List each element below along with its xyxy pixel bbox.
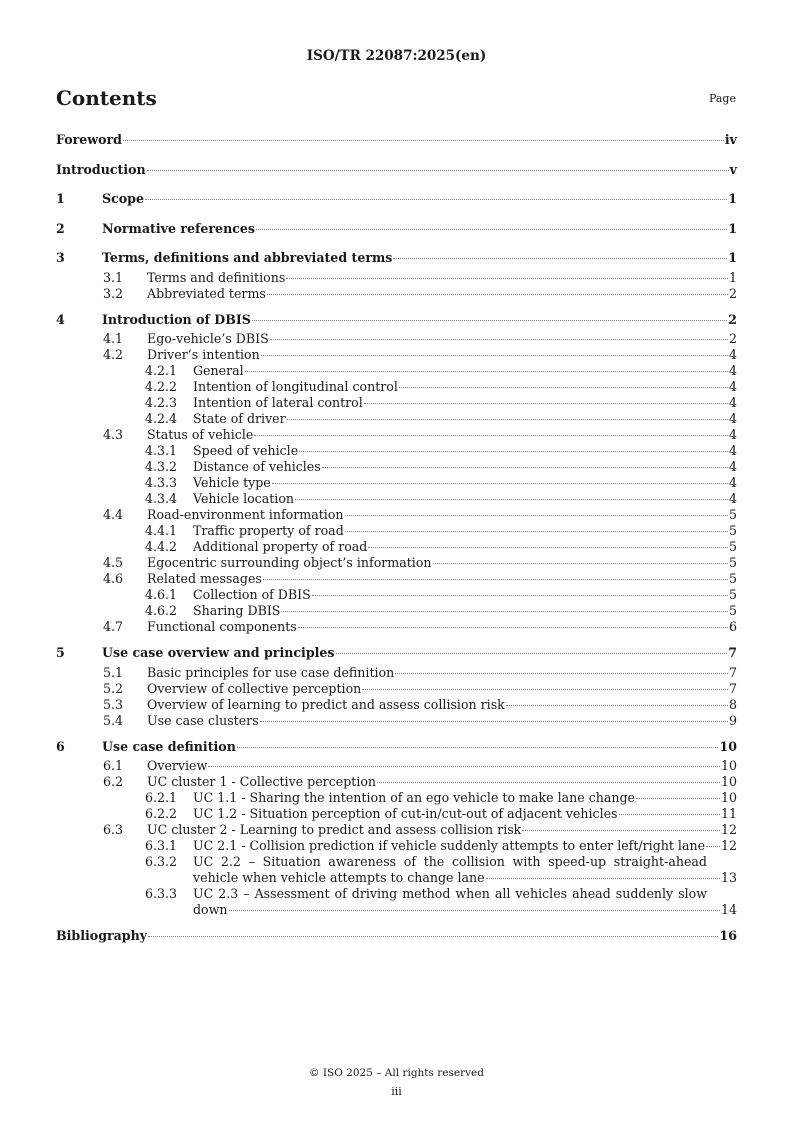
- toc-entry-number: 5.4: [103, 712, 124, 728]
- toc-entry[interactable]: [56, 246, 737, 270]
- dot-leader: [229, 910, 720, 911]
- toc-entry-title: Terms and definitions: [147, 269, 286, 285]
- dot-leader: [260, 721, 728, 722]
- toc-entry-page: 9: [728, 712, 737, 728]
- toc-entry[interactable]: [56, 697, 737, 713]
- dot-leader: [281, 611, 728, 612]
- toc-entry-title: Normative references: [102, 220, 256, 236]
- toc-entry-title: Distance of vehicles: [193, 459, 321, 474]
- dot-leader: [299, 451, 728, 452]
- toc-entry-page: 16: [719, 928, 737, 943]
- toc-entry-number: 4.4.2: [145, 539, 178, 554]
- dot-leader: [208, 766, 720, 767]
- dot-leader: [506, 705, 728, 706]
- toc-entry-number: 4.3: [103, 427, 124, 442]
- toc-entry[interactable]: [56, 507, 737, 523]
- toc-entry[interactable]: [56, 571, 737, 587]
- toc-entry-title-cont: down: [193, 902, 228, 917]
- dot-leader: [486, 878, 720, 879]
- toc-entry-page: 8: [728, 696, 737, 712]
- toc-entry[interactable]: [56, 347, 737, 363]
- toc-entry-number: 4.2: [103, 347, 124, 362]
- toc-entry-title: Terms, definitions and abbreviated terms: [102, 250, 393, 265]
- document-id-header: ISO/TR 22087:2025(en): [306, 48, 487, 64]
- toc-entry-number: 4.3.1: [145, 443, 178, 458]
- dot-leader: [619, 814, 720, 815]
- toc-entry-title: Intention of lateral control: [193, 395, 363, 410]
- dot-leader: [272, 483, 728, 484]
- toc-entry[interactable]: [56, 822, 737, 838]
- dot-leader: [287, 419, 728, 420]
- toc-entry-number: 4.6: [103, 571, 124, 586]
- toc-entry[interactable]: [56, 523, 737, 539]
- toc-entry-number: 4.3.2: [145, 459, 178, 474]
- toc-entry-title: UC 2.2 – Situation awareness of the collision with speed-up straight-ahead: [193, 854, 707, 869]
- toc-entry[interactable]: [56, 603, 737, 619]
- toc-entry-title: Foreword: [56, 132, 122, 147]
- toc-entry[interactable]: [56, 395, 737, 411]
- dot-leader: [298, 627, 728, 628]
- toc-entry-number: 4.2.4: [145, 411, 178, 426]
- toc-entry-number: 4.2.3: [145, 395, 178, 410]
- toc-entry-page: 5: [728, 539, 737, 554]
- toc-entry-title-cont: vehicle when vehicle attempts to change lane: [193, 870, 485, 885]
- toc-entry-continuation[interactable]: [56, 902, 737, 918]
- dot-leader: [286, 278, 728, 279]
- dot-leader: [377, 782, 720, 783]
- toc-entry-page: 2: [728, 311, 737, 327]
- toc-entry[interactable]: [56, 128, 737, 152]
- toc-entry-title: General: [193, 363, 244, 378]
- toc-entry-title: Road-environment information: [147, 507, 344, 522]
- dot-leader: [345, 515, 728, 516]
- toc-entry-title: Overview: [147, 758, 208, 773]
- page-number: iii: [391, 1085, 402, 1098]
- toc-entry-number: 4.3.4: [145, 491, 178, 506]
- toc-entry[interactable]: [56, 924, 737, 948]
- toc-entry-number: 1: [56, 191, 65, 206]
- toc-entry-page: 10: [719, 738, 737, 754]
- toc-entry-number: 4.7: [103, 619, 124, 634]
- toc-entry-page: 1: [728, 191, 737, 206]
- dot-leader: [263, 579, 728, 580]
- toc-entry-page: 4: [728, 427, 737, 442]
- dot-leader: [147, 170, 729, 171]
- toc-entry-page: 5: [728, 603, 737, 618]
- dot-leader: [345, 531, 728, 532]
- toc-entry-title: UC 2.3 – Assessment of driving method when all vehicles ahead suddenly slow: [193, 886, 707, 901]
- toc-entry[interactable]: [56, 774, 737, 790]
- toc-entry-page: 4: [728, 491, 737, 506]
- toc-entry-title: Egocentric surrounding object’s information: [147, 555, 432, 570]
- toc-entry-title: Speed of vehicle: [193, 443, 299, 458]
- toc-entry-title: Intention of longitudinal control: [193, 379, 398, 394]
- toc-entry[interactable]: [56, 735, 737, 759]
- dot-leader: [399, 387, 728, 388]
- toc-entry-page: 2: [728, 331, 737, 346]
- toc-entry[interactable]: [56, 886, 737, 902]
- toc-entry-page: 10: [720, 790, 737, 805]
- dot-leader: [312, 595, 728, 596]
- toc-entry[interactable]: [56, 790, 737, 806]
- dot-leader: [254, 435, 728, 436]
- toc-entry-page: 1: [728, 250, 737, 265]
- toc-entry-title: Driver’s intention: [147, 347, 260, 362]
- toc-entry[interactable]: [56, 555, 737, 571]
- toc-entry-page: 4: [728, 379, 737, 394]
- toc-entry-page: 6: [728, 619, 737, 634]
- toc-entry-continuation[interactable]: [56, 870, 737, 886]
- toc-entry-title: Vehicle type: [193, 475, 271, 490]
- toc-entry-title: Use case overview and principles: [102, 645, 335, 660]
- toc-entry[interactable]: [56, 475, 737, 491]
- dot-leader: [123, 140, 724, 141]
- toc-entry-page: 4: [728, 347, 737, 362]
- toc-entry-number: 2: [56, 220, 65, 236]
- toc-entry-title: Introduction: [56, 161, 146, 177]
- toc-entry-number: 6.3.1: [145, 838, 178, 853]
- toc-entry-page: 5: [728, 507, 737, 522]
- toc-entry-number: 3: [56, 250, 65, 265]
- dot-leader: [295, 499, 728, 500]
- toc-entry[interactable]: [56, 158, 737, 182]
- toc-entry-page: 12: [720, 822, 737, 837]
- dot-leader: [336, 653, 728, 654]
- toc-entry-title: Related messages: [147, 571, 262, 586]
- dot-leader: [433, 563, 728, 564]
- page-column-label: Page: [708, 92, 736, 105]
- toc-entry-number: 4: [56, 311, 65, 327]
- toc-entry-number: 5.2: [103, 680, 124, 696]
- toc-entry-title: Vehicle location: [193, 491, 295, 506]
- dot-leader: [393, 258, 727, 259]
- toc-entry[interactable]: [56, 758, 737, 774]
- toc-entry-number: 6.3: [103, 822, 124, 837]
- dot-leader: [261, 355, 728, 356]
- toc-entry-number: 6.1: [103, 758, 124, 773]
- dot-leader: [706, 846, 720, 847]
- toc-entry-number: 6: [56, 738, 65, 754]
- toc-entry[interactable]: [56, 270, 737, 286]
- toc-entry-number: 4.6.1: [145, 587, 178, 602]
- toc-entry-page: 4: [728, 363, 737, 378]
- toc-entry-number: 6.2.2: [145, 806, 178, 821]
- toc-entry-number: 3.2: [103, 285, 124, 301]
- toc-entry-title: Ego-vehicle’s DBIS: [147, 331, 269, 346]
- toc-entry[interactable]: [56, 681, 737, 697]
- toc-entry[interactable]: [56, 443, 737, 459]
- toc-entry-title: Collection of DBIS: [193, 587, 311, 602]
- toc-entry-page: 4: [728, 459, 737, 474]
- toc-entry-page: 7: [728, 645, 737, 660]
- toc-entry-page: v: [729, 161, 737, 177]
- toc-entry-number: 5.3: [103, 696, 124, 712]
- toc-entry-number: 6.3.3: [145, 886, 178, 901]
- toc-entry[interactable]: [56, 331, 737, 347]
- toc-entry-number: 4.2.1: [145, 363, 178, 378]
- toc-entry-page: 13: [720, 870, 737, 885]
- dot-leader: [362, 689, 728, 690]
- toc-entry-number: 6.2.1: [145, 790, 178, 805]
- toc-entry[interactable]: [56, 619, 737, 635]
- toc-entry-title: Abbreviated terms: [147, 285, 266, 301]
- toc-entry[interactable]: [56, 838, 737, 854]
- dot-leader: [522, 830, 720, 831]
- toc-entry[interactable]: [56, 379, 737, 395]
- toc-entry-title: Introduction of DBIS: [102, 311, 251, 327]
- toc-entry[interactable]: [56, 806, 737, 822]
- toc-entry-page: 7: [728, 680, 737, 696]
- toc-entry-title: UC cluster 1 - Collective perception: [147, 774, 377, 789]
- toc-entry-page: 4: [728, 395, 737, 410]
- toc-entry-number: 4.4: [103, 507, 124, 522]
- toc-entry-title: Overview of collective perception: [147, 680, 362, 696]
- dot-leader: [256, 229, 727, 230]
- contents-title: Contents: [56, 86, 157, 110]
- toc-entry-number: 5.1: [103, 664, 124, 680]
- toc-entry[interactable]: [56, 217, 737, 241]
- toc-entry-page: 5: [728, 587, 737, 602]
- toc-entry-title: UC 1.2 - Situation perception of cut-in/cut-out of adjacent vehicles: [193, 806, 618, 821]
- toc-entry-title: UC cluster 2 - Learning to predict and assess collision risk: [147, 822, 522, 837]
- dot-leader: [636, 798, 720, 799]
- toc-entry-title: Traffic property of road: [193, 523, 344, 538]
- toc-entry-title: Additional property of road: [193, 539, 368, 554]
- dot-leader: [145, 199, 727, 200]
- toc-entry-number: 3.1: [103, 269, 124, 285]
- toc-entry-title: Bibliography: [56, 928, 148, 943]
- toc-entry-page: 1: [728, 220, 737, 236]
- dot-leader: [237, 747, 719, 748]
- toc-entry-number: 4.5: [103, 555, 124, 570]
- toc-entry-title: State of driver: [193, 411, 286, 426]
- toc-entry[interactable]: [56, 713, 737, 729]
- toc-entry-page: 5: [728, 523, 737, 538]
- table-of-contents: [56, 128, 737, 948]
- toc-entry-page: 1: [728, 269, 737, 285]
- dot-leader: [322, 467, 728, 468]
- toc-entry-page: iv: [724, 132, 737, 147]
- toc-entry-number: 6.3.2: [145, 854, 178, 869]
- toc-entry-page: 11: [720, 806, 737, 821]
- toc-entry-title: Scope: [102, 191, 144, 206]
- toc-entry[interactable]: [56, 187, 737, 211]
- toc-entry-number: 4.4.1: [145, 523, 178, 538]
- toc-entry-page: 4: [728, 475, 737, 490]
- dot-leader: [245, 371, 728, 372]
- toc-entry[interactable]: [56, 641, 737, 665]
- toc-entry-number: 4.2.2: [145, 379, 178, 394]
- toc-entry-page: 5: [728, 555, 737, 570]
- toc-entry[interactable]: [56, 363, 737, 379]
- toc-entry-page: 4: [728, 411, 737, 426]
- toc-entry[interactable]: [56, 427, 737, 443]
- dot-leader: [270, 339, 728, 340]
- copyright-footer: © ISO 2025 – All rights reserved: [309, 1067, 484, 1079]
- dot-leader: [267, 294, 728, 295]
- toc-entry[interactable]: [56, 411, 737, 427]
- toc-entry-page: 14: [720, 902, 737, 917]
- toc-entry-number: 4.1: [103, 331, 124, 346]
- toc-entry-title: Functional components: [147, 619, 297, 634]
- toc-entry[interactable]: [56, 587, 737, 603]
- dot-leader: [368, 547, 728, 548]
- toc-entry-page: 10: [720, 758, 737, 773]
- dot-leader: [148, 936, 718, 937]
- toc-entry-title: Use case definition: [102, 738, 236, 754]
- toc-entry-title: Overview of learning to predict and assess collision risk: [147, 696, 505, 712]
- toc-entry-number: 6.2: [103, 774, 124, 789]
- toc-entry-title: Basic principles for use case definition: [147, 664, 395, 680]
- toc-entry-title: Sharing DBIS: [193, 603, 281, 618]
- toc-entry[interactable]: [56, 854, 737, 870]
- toc-entry-title: Use case clusters: [147, 712, 259, 728]
- toc-entry-page: 4: [728, 443, 737, 458]
- toc-entry[interactable]: [56, 459, 737, 475]
- toc-entry-title: Status of vehicle: [147, 427, 254, 442]
- toc-entry-title: UC 1.1 - Sharing the intention of an ego vehicle to make lane change: [193, 790, 635, 805]
- toc-entry[interactable]: [56, 286, 737, 302]
- dot-leader: [252, 320, 727, 321]
- toc-entry[interactable]: [56, 539, 737, 555]
- toc-entry[interactable]: [56, 491, 737, 507]
- toc-entry-page: 7: [728, 664, 737, 680]
- dot-leader: [364, 403, 728, 404]
- toc-entry-page: 5: [728, 571, 737, 586]
- toc-entry[interactable]: [56, 665, 737, 681]
- toc-entry[interactable]: [56, 308, 737, 332]
- toc-entry-title: UC 2.1 - Collision prediction if vehicle suddenly attempts to enter left/right lane: [193, 838, 706, 853]
- toc-entry-page: 12: [720, 838, 737, 853]
- toc-entry-page: 10: [720, 774, 737, 789]
- toc-entry-number: 5: [56, 645, 65, 660]
- toc-entry-number: 4.3.3: [145, 475, 178, 490]
- toc-entry-number: 4.6.2: [145, 603, 178, 618]
- toc-entry-page: 2: [728, 285, 737, 301]
- dot-leader: [395, 673, 728, 674]
